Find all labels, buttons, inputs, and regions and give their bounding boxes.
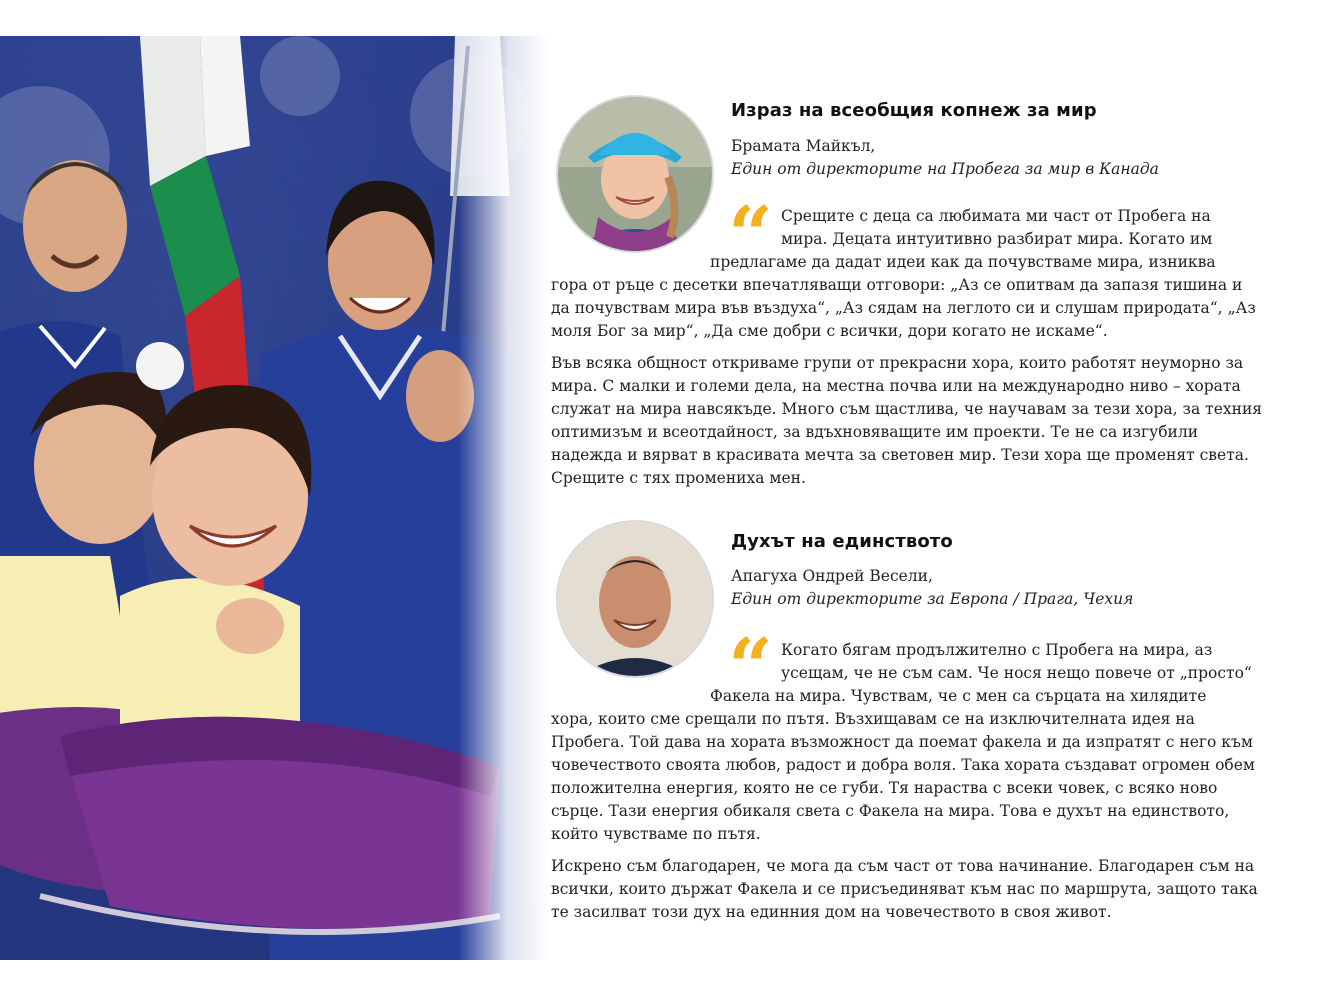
section-2-title: Духът на единството xyxy=(731,531,953,552)
quote-line: хора, които сме срещали по пътя. Възхищавам се на изключителната идея на xyxy=(551,710,1195,728)
woman-portrait-icon xyxy=(558,97,712,251)
section-2-author-role: Един от директорите за Европа / Прага, Чехия xyxy=(731,590,1134,608)
section-1-author-name: Брамата Майкъл, xyxy=(731,137,876,155)
quote-line: който чувстваме по пътя. xyxy=(551,825,761,843)
section-1-paragraph xyxy=(551,352,1262,490)
quote-line: Когато бягам продължително с Пробега на мира, аз xyxy=(781,641,1213,659)
hero-photo xyxy=(0,36,548,960)
quote-line: моля Бог за мир“, „Да сме добри с всички, дори когато не искаме“. xyxy=(551,322,1108,340)
section-2-author-name: Апагуха Ондрей Весели, xyxy=(731,567,933,585)
man-portrait-icon xyxy=(558,522,712,676)
paragraph-line: Искрено съм благодарен, че мога да съм част от това начинание. Благодарен съм на xyxy=(551,857,1255,875)
paragraph-line: надежда и вярват в красивата мечта за световен мир. Тези хора ще променят света. xyxy=(551,446,1249,464)
author-portrait-2 xyxy=(556,520,714,678)
quote-line: да почувствам мира във въздуха“, „Аз сядам на леглото си и слушам природата“, „Аз xyxy=(551,299,1256,317)
quote-line: положителна енергия, която не се губи. Тя нараства с всеки човек, с всяко ново xyxy=(551,779,1218,797)
paragraph-line: служат на мира навсякъде. Много съм щастлива, че научавам за тези хора, за техния xyxy=(551,400,1263,418)
section-1-title: Израз на всеобщия копнеж за мир xyxy=(731,100,1097,121)
quote-mark-icon: “ xyxy=(728,622,773,713)
quote-line: предлагаме да дадат идеи как да почувстваме мира, изниква xyxy=(710,253,1216,271)
quote-line: сърце. Тази енергия обикаля света с Факела на мира. Това е духът на единството, xyxy=(551,802,1230,820)
section-2-quote-indented xyxy=(781,639,1252,685)
quote-line: Срещите с деца са любимата ми част от Пробега на xyxy=(781,207,1211,225)
paragraph-line: те засилват този дух на единния дом на човечеството в своя живот. xyxy=(551,903,1112,921)
quote-mark-icon: “ xyxy=(728,190,773,281)
paragraph-line: Във всяка общност откриваме групи от прекрасни хора, които работят неуморно за xyxy=(551,354,1244,372)
paragraph-line: всички, които държат Факела и се присъединяват към нас по маршрута, защото така xyxy=(551,880,1258,898)
section-1-quote-full xyxy=(551,274,1256,343)
section-2-quote-full xyxy=(551,708,1255,846)
quote-line: гора от ръце с десетки впечатляващи отговори: „Аз се опитвам да запазя тишина и xyxy=(551,276,1243,294)
quote-line: усещам, че не съм сам. Че нося нещо повече от „просто“ xyxy=(781,664,1252,682)
paragraph-line: мира. С малки и големи дела, на местна почва или на международно ниво – хората xyxy=(551,377,1241,395)
quote-line: човечеството своята любов, радост и добра воля. Така хората създават огромен обем xyxy=(551,756,1255,774)
section-1-author-role: Един от директорите на Пробега за мир в Канада xyxy=(731,160,1159,178)
author-portrait-1 xyxy=(556,95,714,253)
quote-line: Факела на мира. Чувствам, че с мен са сърцата на хилядите xyxy=(710,687,1207,705)
photo-fade-overlay xyxy=(458,36,548,960)
quote-line: Пробега. Той дава на хората възможност да поемат факела и да изпратят с него към xyxy=(551,733,1253,751)
quote-line: мира. Децата интуитивно разбират мира. Когато им xyxy=(781,230,1213,248)
section-2-quote-line-3-wrap xyxy=(710,685,1206,708)
paragraph-line: Срещите с тях промениха мен. xyxy=(551,469,806,487)
section-1-quote-indented xyxy=(781,205,1212,251)
section-1-quote-line-3-wrap xyxy=(710,251,1216,274)
section-2-paragraph xyxy=(551,855,1258,924)
paragraph-line: оптимизъм и всеотдайност, за вдъхновяващите им проекти. Те не са изгубили xyxy=(551,423,1199,441)
